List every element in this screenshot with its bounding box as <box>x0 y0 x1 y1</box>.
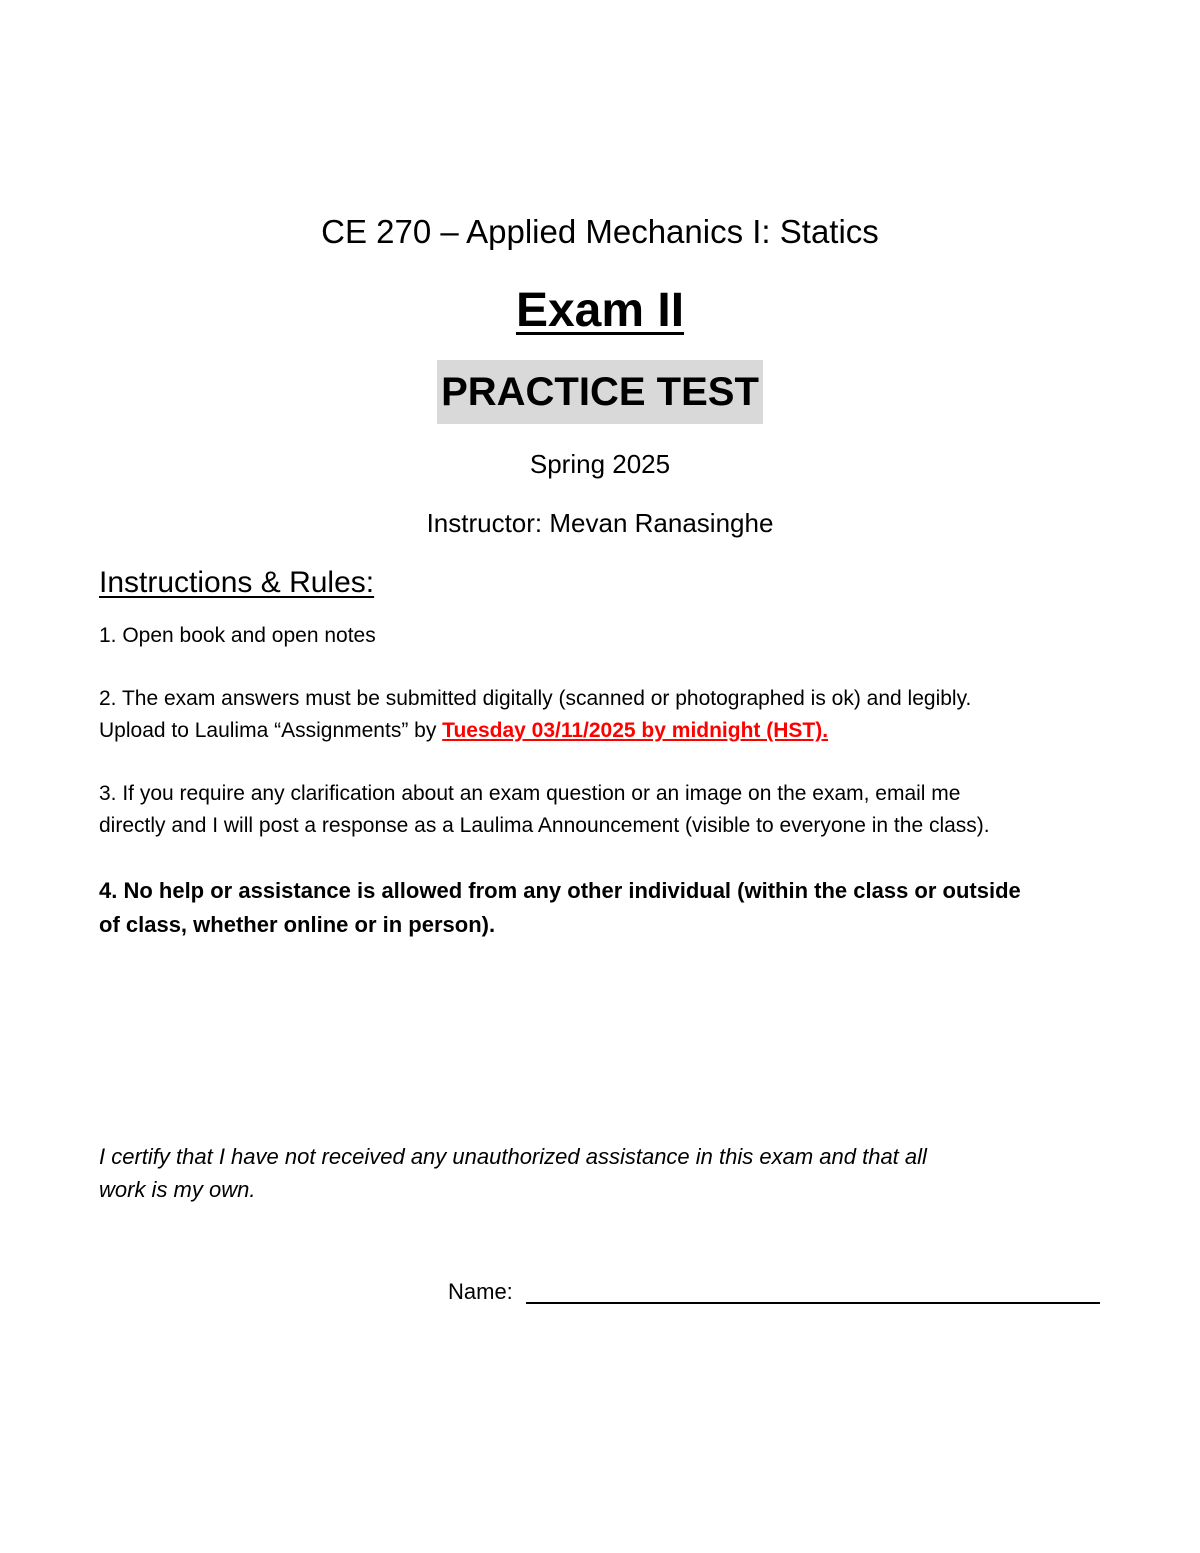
rule-1: 1. Open book and open notes <box>99 624 376 647</box>
name-blank-line[interactable] <box>526 1302 1100 1304</box>
certification-line-2: work is my own. <box>99 1177 256 1202</box>
exam-title: Exam II <box>515 284 685 337</box>
name-label: Name: <box>448 1279 513 1304</box>
exam-title-container <box>0 282 1200 340</box>
practice-test-label: PRACTICE TEST <box>437 360 763 424</box>
rule-2 <box>99 683 1109 747</box>
certification-line-1: I certify that I have not received any unauthorized assistance in this exam and that all <box>99 1144 927 1169</box>
instructor: Instructor: Mevan Ranasinghe <box>426 508 774 538</box>
instructions-heading: Instructions & Rules: <box>99 566 375 599</box>
course-title: CE 270 – Applied Mechanics I: Statics <box>321 213 879 250</box>
rule-3 <box>99 778 1109 842</box>
rule-2-line-2-prefix: Upload to Laulima “Assignments” by <box>99 719 443 742</box>
rule-3-line-1: 3. If you require any clarification about an exam question or an image on the exam, email me <box>99 782 961 805</box>
rule-4-line-2: of class, whether online or in person). <box>99 912 496 937</box>
rule-4-line-1: 4. No help or assistance is allowed from any other individual (within the class or outside <box>99 878 1021 903</box>
deadline-text: Tuesday 03/11/2025 by midnight (HST). <box>442 719 829 742</box>
term: Spring 2025 <box>529 449 671 479</box>
certification-statement <box>99 1140 1079 1206</box>
rule-4 <box>99 874 1109 942</box>
rule-3-line-2: directly and I will post a response as a Laulima Announcement (visible to everyone in the class). <box>99 814 990 837</box>
rule-2-line-1: 2. The exam answers must be submitted digitally (scanned or photographed is ok) and legibly. <box>99 687 972 710</box>
practice-test-container <box>0 360 1200 424</box>
name-signature-row <box>448 1276 1108 1312</box>
rule-2-line-2 <box>99 715 1109 747</box>
